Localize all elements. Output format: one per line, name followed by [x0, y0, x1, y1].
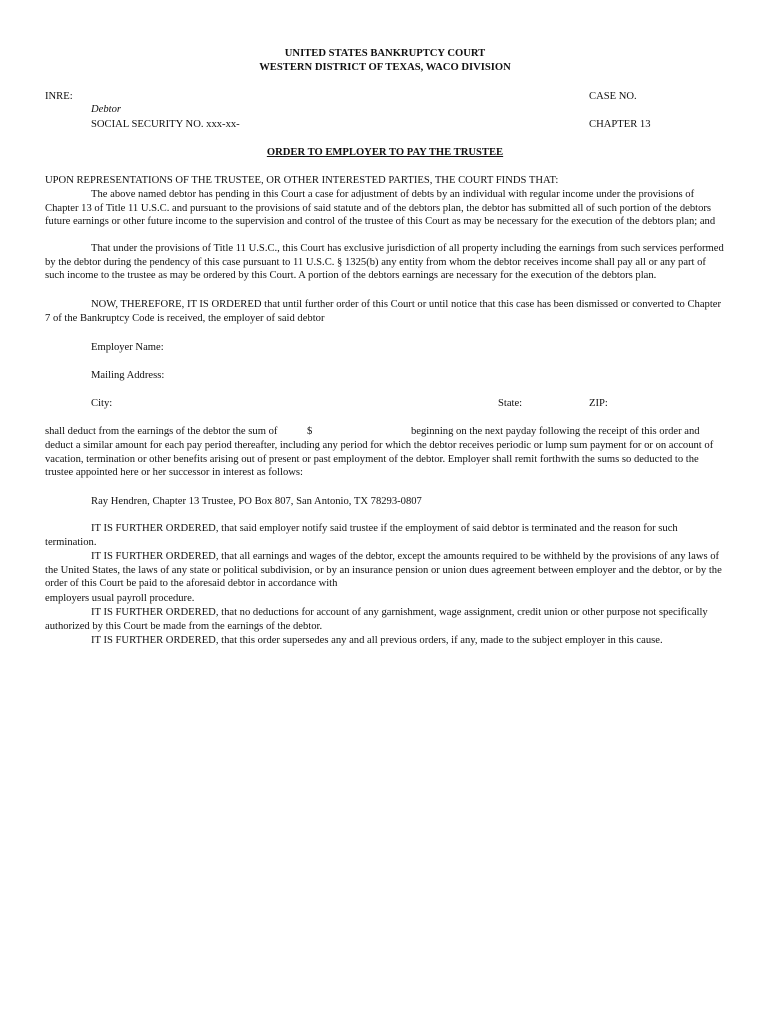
further-order-1 [45, 522, 725, 549]
finding-paragraph-2 [45, 242, 725, 283]
order-paragraph-intro [45, 298, 725, 325]
ssn-label: SOCIAL SECURITY NO. xxx-xx- [91, 119, 240, 130]
employer-name-label: Employer Name: [91, 342, 164, 353]
deduct-paragraph: deduct a similar amount for each pay period thereafter, including any period for which the debtor receives periodic or lump sum payment for or on account of vacation, termination or other benefits arising out of present or past employment of the debtor. Employer shall remit forthwith the sums so deducted to the trustee appointed here or her successor in interest as follows: [45, 440, 714, 479]
further-order-2-text: IT IS FURTHER ORDERED, that all earnings and wages of the debtor, except the amounts required to be withheld by the provisions of any laws of the United States, the laws of any state or political subdivision, or by an insurance pension or union dues agreement between employer and the debtor, or by the order of this Court be paid to the aforesaid debtor in accordance with [45, 551, 722, 590]
deduct-line1-tail: beginning on the next payday following the receipt of this order and [411, 426, 700, 437]
mailing-address-label: Mailing Address: [91, 370, 165, 381]
finding-paragraph-1 [45, 188, 725, 229]
further-order-4 [45, 634, 725, 648]
debtor-label: Debtor [91, 104, 122, 115]
deduct-lead: shall deduct from the earnings of the debtor the sum of [45, 426, 278, 437]
further-order-3-text: IT IS FURTHER ORDERED, that no deductions for account of any garnishment, wage assignment, credit union or other purpose not specifically authorized by this Court be made from the earnings of the debtor. [45, 607, 708, 632]
zip-label: ZIP: [589, 398, 608, 409]
further-order-3 [45, 606, 725, 633]
dollar-sign: $ [307, 426, 313, 437]
further-order-2 [45, 550, 725, 591]
finding-paragraph-1-text: The above named debtor has pending in this Court a case for adjustment of debts by an individual with regular income under the provisions of Chapter 13 of Title 11 U.S.C. and pursuant to the provisions of said statute and of the debtors plan, the debtor has submitted all of such portion of the debtors future earnings or other future income to the supervision and control of the trustee of this Court as may be necessary for the execution of the debtors plan; and [45, 189, 716, 228]
finding-paragraph-2-text: That under the provisions of Title 11 U.S.C., this Court has exclusive jurisdiction of all property including the earnings from such services performed by the debtor during the pendency of this case pursuant to 11 U.S.C. § 1325(b) any entity from whom the debtor receives income shall pay all or any part of such income to the trustee as may be ordered by this Court. A portion of the debtors earnings are necessary for the execution of the debtors plan. [45, 243, 724, 282]
court-district: WESTERN DISTRICT OF TEXAS, WACO DIVISION [259, 62, 511, 73]
order-title: ORDER TO EMPLOYER TO PAY THE TRUSTEE [266, 147, 504, 158]
court-name: UNITED STATES BANKRUPTCY COURT [284, 48, 486, 59]
order-paragraph-intro-text: NOW, THEREFORE, IT IS ORDERED that until further order of this Court or until notice that this case has been dismissed or converted to Chapter 7 of the Bankruptcy Code is received, the employer of said debtor [45, 299, 722, 324]
state-label: State: [498, 398, 523, 409]
further-order-2-end: employers usual payroll procedure. [45, 593, 195, 604]
inre-label: INRE: [45, 91, 73, 102]
chapter-label: CHAPTER 13 [589, 119, 651, 130]
case-no-label: CASE NO. [589, 91, 637, 102]
trustee-address: Ray Hendren, Chapter 13 Trustee, PO Box 807, San Antonio, TX 78293-0807 [91, 496, 422, 507]
further-order-1-text: IT IS FURTHER ORDERED, that said employer notify said trustee if the employment of said debtor is terminated and the reason for such termination. [45, 523, 678, 548]
city-label: City: [91, 398, 113, 409]
further-order-4-text: IT IS FURTHER ORDERED, that this order supersedes any and all previous orders, if any, made to the subject employer in this cause. [91, 635, 663, 646]
findings-intro: UPON REPRESENTATIONS OF THE TRUSTEE, OR OTHER INTERESTED PARTIES, THE COURT FINDS THAT: [45, 175, 559, 186]
